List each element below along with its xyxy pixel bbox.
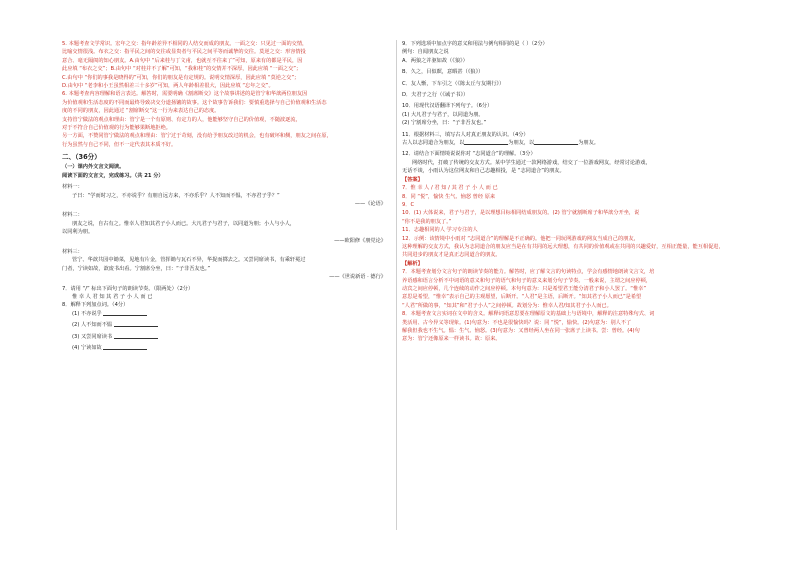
right-column xyxy=(402,40,732,344)
analysis-line: 意思是希望，“惟幸”表示自己的主观愿望，后断开。“人君”是主语，后断开。“知其君子小人而已”是希望 xyxy=(402,294,642,301)
question-9-option-c: C．友人惭，下车引之（《陈太丘与友期行》） xyxy=(402,80,505,87)
answer-analysis-continued xyxy=(62,40,390,149)
analysis-line: 行为虽然与自己不同，但不一定代表其本质不好。 xyxy=(62,141,177,148)
question-7-sentence: 惟 幸 人 君 知 其 君 子 小 人 而 已 xyxy=(72,293,153,300)
answer-12-line-1: 12．示例：该情境中小雨对 “志同道合”的理解是不正确的。他把一同玩网游戏的网友当成自己的朋友， xyxy=(402,235,639,242)
question-9-option-a: A．两狼之并驱如故（《狼》） xyxy=(402,57,468,64)
analysis-line: “人君”所做的事，“知其”和“君子小人”之间停顿。故划分为：惟幸人君/知其君子小人而已。 xyxy=(402,302,612,309)
question-9-option-b: B．久之，目似瞑，意暇甚（《狼》） xyxy=(402,69,484,76)
material-two-label: 材料二： xyxy=(62,212,83,219)
analysis-block xyxy=(402,268,732,344)
question-12-line-2: 无话不谈，小雨认为这位网友和自己志趣相投，是 “志同道合”的朋友。 xyxy=(402,168,565,175)
question-11: 11．根据材料三，填写古人对真正朋友的认识。（4分） xyxy=(402,131,529,138)
analysis-line: 另一方面，不赞同管宁做法的观点和理由：管宁过于苛刻，没有给予朋友改过的机会，也有破坏和侧，朋友之间在原， xyxy=(62,133,332,140)
question-8-item-2: (2) 人不知而不愠 xyxy=(62,321,390,329)
analysis-line: 度的不同的朋友，因此通过 “割席断交”这一行为来表达自己的态度。 xyxy=(62,108,220,115)
question-12-line-1: 网络时代，打破了传统的交友方式。某中学生通过一款网络游戏，结交了一位游戏网友，经常讨论游戏， xyxy=(412,159,651,166)
material-three-source: ——《世说新语 · 德行》 xyxy=(329,274,386,281)
question-9: 9．下列选项中加点字的意义和用法与例句相同的是（ ）（2分） xyxy=(402,41,548,47)
answer-7: 7．惟 幸 人 / 君 知 / 其 君 子 小 人 而 已 xyxy=(402,185,498,192)
analysis-line: 6. 本题考查内容理解和语言表达。解答时，需要明确《割席断交》这个故事讲述的是管宁和华歆两位朋友因 xyxy=(62,91,308,98)
material-three-line-2: 门者，宁读如故，歆废书出看。宁割席分坐，曰：“子非吾友也。” xyxy=(62,265,211,272)
question-8-item-4: (4) 宁读如故 xyxy=(62,344,390,352)
analysis-line: C.由句中 “你们的事我是晓得的”可知，你们的朋友是有定规的。说明交情深厚，因此应填 “莫逆之交”； xyxy=(62,74,300,81)
analysis-line: D.由句中 “老李和小王虽然相差三十多岁”可知，两人年龄相差很大，因此应填 “忘年之交”。 xyxy=(62,83,274,90)
analysis-line: 支持管宁做法的观点和理由：管宁是一个有原则、有定力的人，他能够坚守自己的价值观，不随波逐流， xyxy=(62,116,301,123)
answer-12-line-2: 这种理解的交友方式，我认为志同道合的朋友应当是在有共同的远大理想，有共同的价值观或在共同的兴趣爱好，互相正能量，能互相促进， xyxy=(402,243,724,250)
answer-blank xyxy=(103,344,147,350)
material-two-source: ——欧阳修《朋党论》 xyxy=(334,237,386,244)
analysis-line: 比喻交情很浅。布衣之交：指平民之间的交往或显贵者与平民之间平等而诚挚的交往。莫逆之交：形容情投 xyxy=(62,49,306,56)
question-8-item-1: (1) 不亦说乎 xyxy=(62,310,390,318)
question-7: 7．请用 “/” 标出下面句子的朗读节奏。（限两处）（2分） xyxy=(62,285,194,292)
answer-9: 9．C xyxy=(402,201,415,208)
answer-11: 11．志趣相同的人 学习专注的人 xyxy=(402,227,478,234)
material-two-line-1: 朋友之说，自古有之。惟幸人君知其君子小人而已。大凡君子与君子，以同道为朋；小人与小人， xyxy=(72,220,296,227)
question-11-fill: 古人以志同道合为朋友，以 为朋友，以 为朋友。 xyxy=(402,140,599,147)
question-10: 10．用现代汉语翻译下列句子。（6分） xyxy=(402,103,493,110)
analysis-line: 5. 本题考查文学常识。宏年之交：指年龄差异不相同的人结交而成的朋友。一面之交：只见过一面的交情， xyxy=(62,41,308,47)
question-8-item-3: (3) 又尝同席读书 xyxy=(62,333,390,341)
question-10-item-2: (2) 宁割席分坐，曰：“子非吾友也。” xyxy=(402,120,487,127)
analysis-line: 解我但我也不生气。愠：生气、恼怒。(3)句意为：又曾经两人坐在同一张席子上读书。尝：曾经。(4)句 xyxy=(402,328,640,334)
column-divider xyxy=(396,40,397,530)
answer-10-line-1: 10．(1) 大体说来，君子与君子，是以理想目标相同结成朋友的。(2) 管宁就割断席子和华歆分开坐，说 xyxy=(402,210,640,217)
analysis-line: 意为：管宁还像原来一样读书。故：原来。 xyxy=(402,336,501,343)
analysis-line: 动宾之间应停顿，几个连续的动作之间应停顿。本句句意为：只是希望君王能分清君子和小人罢了。“惟幸” xyxy=(402,285,647,292)
analysis-line: 此应填 “布衣之交”；B.由句中 “对桂并不了解”可知，“我和桂”的交情并不深厚，因此应填 “一面之交”； xyxy=(62,66,302,73)
question-8: 8．解释下列加点词。（4分） xyxy=(62,302,129,309)
sub-section-title: （一）课内外文言文阅读。 xyxy=(62,164,125,171)
analysis-tag: 【解析】 xyxy=(402,260,423,267)
answer-8: 8．同 “悦”，愉快 生气、恼怒 曾经 原来 xyxy=(402,193,496,200)
answer-tag: 【答案】 xyxy=(402,176,423,183)
material-one-source: ——《论语》 xyxy=(354,200,386,207)
instruction: 阅读下面的文言文，完成练习。（共 21 分） xyxy=(62,172,164,179)
analysis-line: 8．本题考查文言实词在文中的含义。解释词语意思要在理解原文的基础上与语境中，解释的注意特殊句式、词 xyxy=(402,311,655,318)
analysis-line: 意合、毫无隔阂的知心朋友。A.由句中 “后来桂与丁文甫，也就互不往来了”可知，原来有的都是平民，因 xyxy=(62,57,303,64)
material-one-text: 子曰：“学而时习之，不亦说乎？有朋自远方来，不亦乐乎？人不知而不愠，不亦君子乎？” xyxy=(72,192,280,199)
material-three-label: 材料三： xyxy=(62,248,83,255)
analysis-line: 类活用、古今异义等现象。(1)句意为：不也是很愉快吗？说：同 “悦”，愉快。(2)句意为：别人不了 xyxy=(402,319,632,326)
question-9-option-d: D．夫君子之行（《诫子书》） xyxy=(402,92,469,99)
answer-10-line-2: “你不是我的朋友了。” xyxy=(402,218,452,225)
answer-blank xyxy=(464,139,508,145)
analysis-line: 为价值观和生活态度的不同而最终导致决交分道扬镳的故事。这个故事告诉我们：要慎重选择与自己价值观和生活态 xyxy=(62,99,327,106)
analysis-line: 对于不符合自己价值观的行为能够果断地拒绝。 xyxy=(62,125,171,132)
section-two-title: 二、（36分） xyxy=(62,153,101,162)
material-one-label: 材料一： xyxy=(62,184,83,191)
left-column xyxy=(62,40,390,352)
answer-blank xyxy=(534,139,578,145)
question-12: 12．请结合下面情境说说你对 “志同道合”的理解。（3分） xyxy=(402,151,536,158)
analysis-line: 7．本题考查划分文言句子的朗读节奏的能力。解答时，应了解文言的句读特点，学会有感情地朗读文言文，培 xyxy=(402,269,655,276)
answer-12-line-3: 共同进步的朋友才是真正志同道合的朋友。 xyxy=(402,252,501,259)
question-10-item-1: (1) 大凡君子与君子，以同道为朋。 xyxy=(402,111,484,118)
answer-blank xyxy=(114,321,158,327)
analysis-line: 养语感和语言分析不中词语的意义和句子的语气和句子的意义来划分句子节奏。一般来说，主谓之间应停顿， xyxy=(402,277,652,284)
answer-blank xyxy=(103,310,147,316)
question-9-example: 例句：自闻朋友之说 xyxy=(402,49,449,56)
material-three-line-1: 管宁、华歆共园中锄菜，见地有片金，管挥锄与瓦石不异，华捉而掷去之。又尝同席读书，有乘轩冕过 xyxy=(72,257,306,264)
material-two-line-2: 以同利为朋。 xyxy=(62,229,94,236)
answer-blank xyxy=(114,333,158,339)
